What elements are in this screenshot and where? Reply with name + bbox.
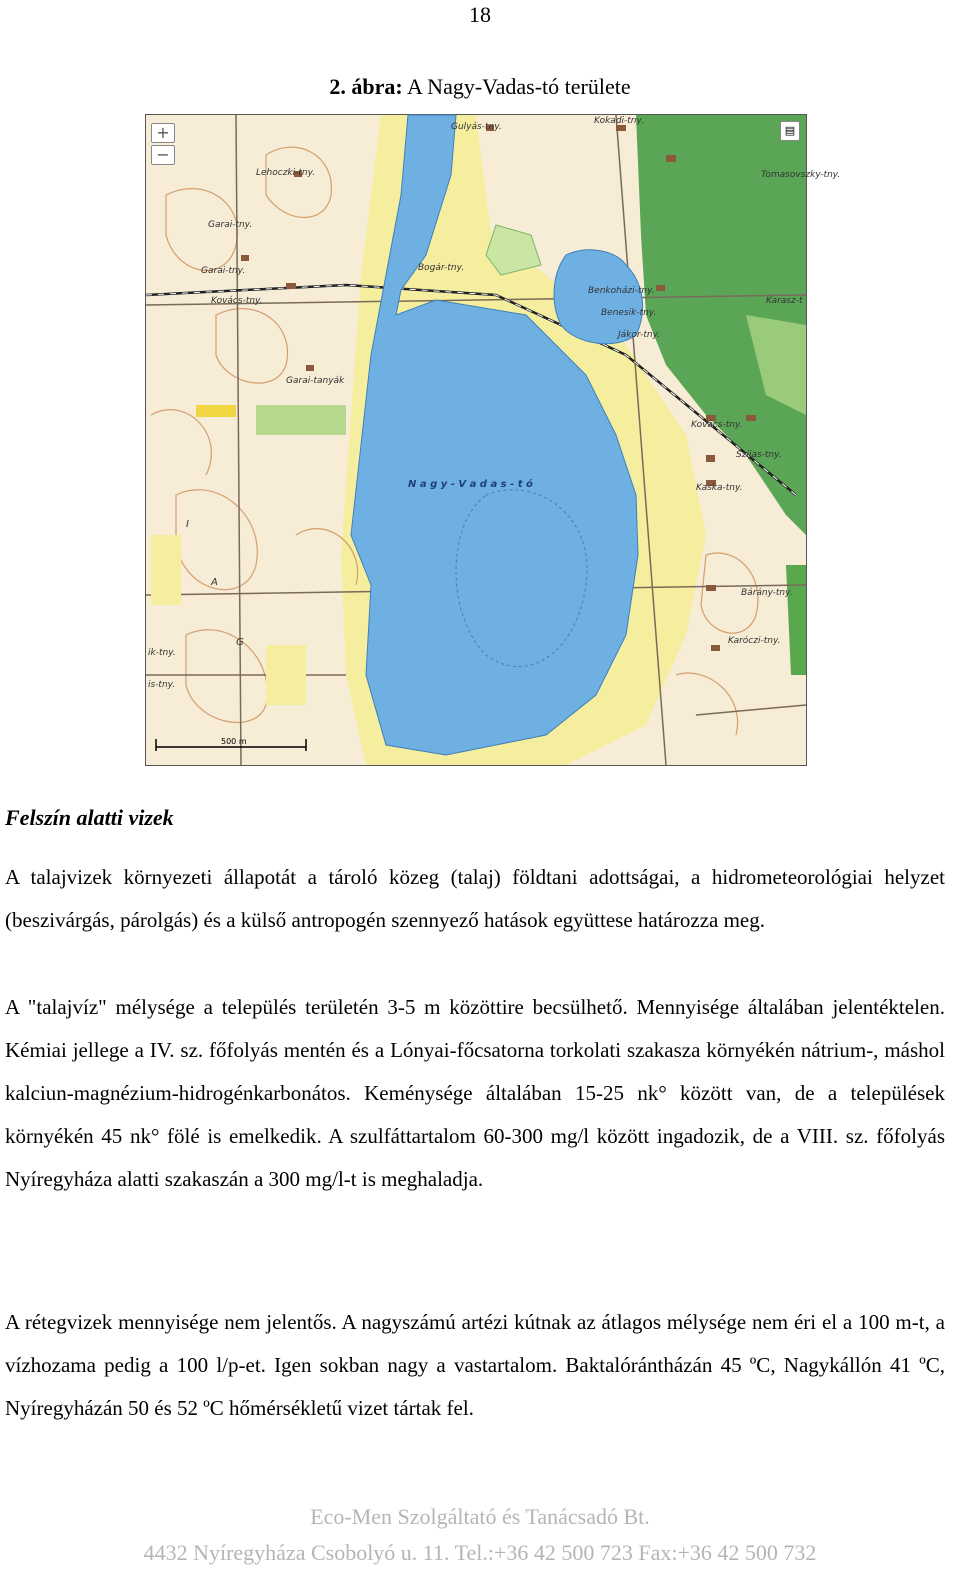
label-szijas: Szijas-tny.	[736, 450, 782, 460]
label-karoczi: Karóczi-tny.	[728, 636, 781, 646]
label-kovacs-2: Kovács-tny.	[691, 420, 743, 430]
label-karasz: Karasz-t	[766, 296, 803, 306]
label-benesik: Benesik-tny.	[601, 308, 657, 318]
label-barany: Bárány-tny.	[741, 588, 793, 598]
page-number: 18	[469, 2, 491, 27]
zoom-out-button[interactable]: −	[151, 145, 175, 165]
label-garai-2: Garai-tny.	[201, 266, 246, 276]
map-figure[interactable]	[145, 114, 841, 766]
map-letter: I	[186, 519, 189, 530]
section-heading: Felszín alatti vizek	[5, 805, 174, 830]
label-tomasovszky: Tomasovszky-tny.	[761, 170, 841, 180]
map-letter: G	[236, 637, 244, 648]
zoom-in-button[interactable]: +	[151, 123, 175, 143]
figure-caption-text: A Nagy-Vadas-tó területe	[402, 74, 631, 99]
paragraph-3: A rétegvizek mennyisége nem jelentős. A nagyszámú artézi kútnak az átlagos mélysége nem éri el a 100 m-t, a vízhozama pedig a 100 l/p-et. Igen sokban nagy a vastartalom. Baktalórántházán 45 ºC, Nagykállón 41 ºC, Nyíregyházán 50 és 52 ºC hőmérsékletű vizet tártak fel.	[5, 1310, 945, 1420]
label-kokadi: Kokadi-tny.	[594, 116, 644, 126]
label-garai-tanyak: Garai-tanyák	[286, 376, 345, 386]
footer-address: 4432 Nyíregyháza Csobolyó u. 11. Tel.:+36 42 500 723 Fax:+36 42 500 732	[143, 1540, 817, 1565]
scale-label: 500 m	[221, 737, 247, 746]
map-letter: A	[211, 577, 218, 588]
topographic-map	[146, 115, 841, 765]
label-benkohazi: Benkoházi-tny.	[588, 286, 655, 296]
label-gulyas: Gulyás-tny.	[451, 122, 502, 132]
figure-caption	[0, 74, 960, 100]
field-patch	[196, 405, 236, 417]
label-lehoczki: Lehoczki-tny.	[256, 168, 316, 178]
label-is: is-tny.	[148, 680, 176, 690]
label-garai: Garai-tny.	[208, 220, 253, 230]
lake-name-label: N a g y - V a d a s - t ó	[408, 479, 533, 490]
label-ik: ik-tny.	[148, 648, 176, 658]
field-patch	[151, 535, 181, 605]
label-kaska: Kaska-tny.	[696, 483, 743, 493]
layers-icon[interactable]: ▤	[780, 121, 800, 141]
figure-caption-label: 2. ábra:	[329, 74, 403, 99]
field-patch	[266, 645, 306, 705]
meadow-area	[256, 405, 346, 435]
label-kovacs: Kovács-tny.	[211, 296, 263, 306]
label-jakor: Jákor-tny.	[618, 330, 661, 340]
paragraph-1: A talajvizek környezeti állapotát a tároló közeg (talaj) földtani adottságai, a hidrometeorológiai helyzet (beszivárgás, párolgás) és a külső antropogén szennyező hatások együttese határozza meg.	[5, 865, 945, 932]
label-bogar: Bogár-tny.	[418, 263, 465, 273]
footer-company: Eco-Men Szolgáltató és Tanácsadó Bt.	[310, 1504, 650, 1529]
paragraph-2: A "talajvíz" mélysége a település területén 3-5 m közöttire becsülhető. Mennyisége általában jelentéktelen. Kémiai jellege a IV. sz. főfolyás mentén és a Lónyai-főcsatorna torkolati szakasza környékén nátrium-, máshol kalciun-magnézium-hidrogénkarbonátos. Keménysége általában 15-25 nk° között van, de a települések környékén 45 nk° fölé is emelkedik. A szulfáttartalom 60-300 mg/l között ingadozik, de a VIII. sz. főfolyás Nyíregyháza alatti szakaszán a 300 mg/l-t is meghaladja.	[5, 995, 945, 1191]
